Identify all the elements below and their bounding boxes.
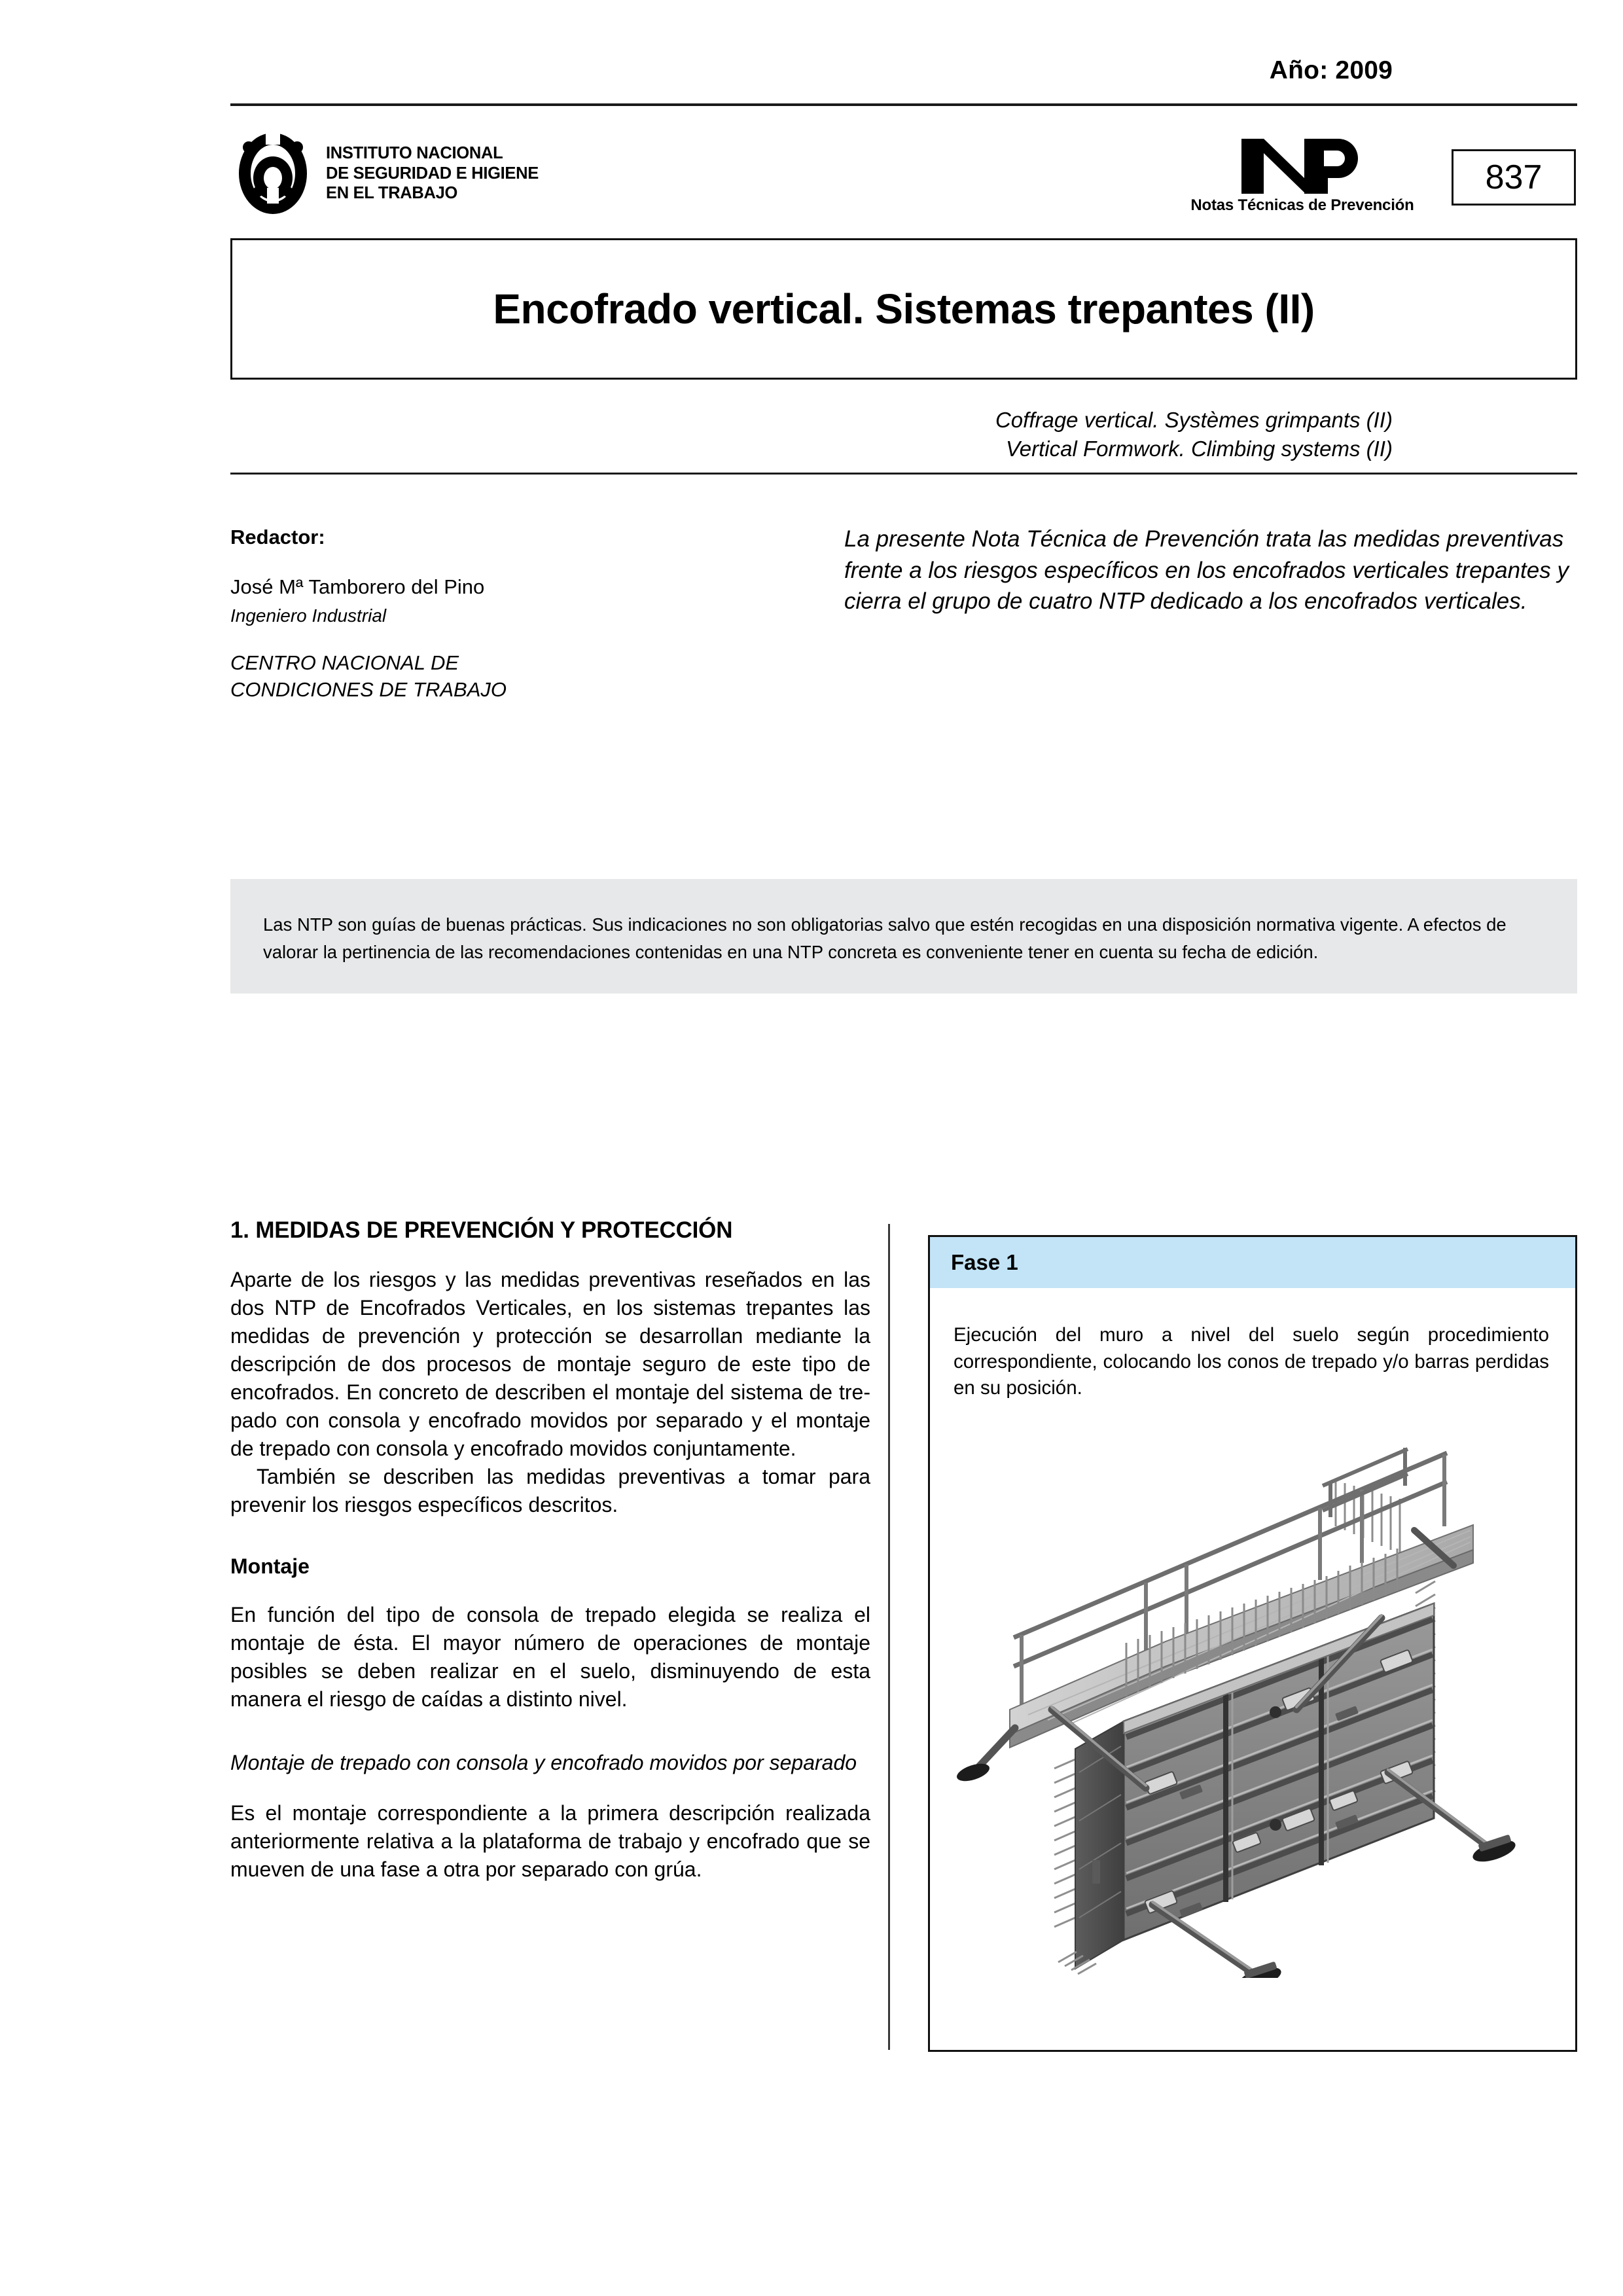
ntp-brand [1178,136,1427,215]
insht-logo [234,128,539,219]
section-heading-1: 1. MEDIDAS DE PREVENCIÓN Y PROTECCIÓN [230,1217,733,1243]
main-left-column [230,1217,870,1884]
org-line-1: CENTRO NACIONAL DE [230,651,459,675]
title-box [230,238,1577,380]
figure-phase-header: Fase 1 [930,1237,1575,1288]
ntp-number-box: 837 [1452,149,1576,206]
body-paragraph-2: También se describen las medidas preventivas a tomar para prevenir los riesgos específicos descritos. [230,1465,870,1517]
figure-box-fase-1 [928,1235,1577,2052]
translated-subtitles [995,406,1393,463]
subtitle-english: Vertical Formwork. Climbing systems (II) [1005,437,1393,461]
subheading-montaje-separado: Montaje de trepado con consola y encofrado movidos por separado [230,1751,857,1775]
subtitle-french: Coffrage vertical. Systèmes grimpants (II) [995,408,1393,432]
body-paragraph-4: Es el montaje correspondiente a la primera descripción realizada anteriormente relativa a la plataforma de trabajo y encofrado que se mueven de una fase a otra por separado con grúa. [230,1801,870,1882]
body-paragraph-1: Aparte de los riesgos y las medidas preventivas reseñados en las dos NTP de Encofrados Verticales, en los sistemas trepantes las medidas de prevención y protección se desarrollan mediante la descripción de dos procesos de montaje seguro de este tipo de encofrados. En concreto de describen el montaje del sistema de trepado con consola y encofrado movidos por separado y el montaje de trepado con consola y encofrado movidos conjuntamente. [230,1268,870,1461]
author-organization [230,650,806,704]
publication-year: Año: 2009 [1269,56,1393,84]
insht-line-1: INSTITUTO NACIONAL [326,144,503,163]
figure-caption: Ejecución del muro a nivel del suelo según procedimiento correspondiente, colocando los conos de trepado y/o barras perdidas en su posición. [954,1324,1549,1399]
ntp-brand-caption: Notas Técnicas de Prevención [1190,196,1414,214]
page-title: Encofrado vertical. Sistemas trepantes (II) [493,285,1315,332]
disclaimer-box: Las NTP son guías de buenas prácticas. Sus indicaciones no son obligatorias salvo que estén recogidas en una disposición normativa vigente. A efectos de valorar la pertinencia de las recomendaciones contenidas en una NTP concreta es conveniente tener en cuenta su fecha de edición. [230,879,1577,994]
insht-line-3: EN EL TRABAJO [326,184,458,203]
column-divider [888,1224,890,2050]
author-label: Redactor: [230,526,325,548]
org-line-2: CONDICIONES DE TRABAJO [230,678,507,702]
ntp-monogram-icon [1178,136,1427,194]
insht-logo-text [326,143,539,204]
author-name: José Mª Tamborero del Pino [230,575,485,598]
author-role: Ingeniero Industrial [230,605,387,626]
author-block [230,524,806,704]
insht-line-2: DE SEGURIDAD E HIGIENE [326,164,539,183]
insht-concentric-rings-icon [234,128,312,219]
climbing-formwork-3d-isometric-illustration [930,1402,1575,1978]
header-bottom-rule [230,473,1577,475]
subheading-montaje: Montaje [230,1554,310,1579]
body-paragraph-3: En función del tipo de consola de trepado elegida se realiza el montaje de ésta. El mayor número de operaciones de montaje posibles se deben realizar en el suelo, disminuyendo de esta manera el riesgo de caídas a distinto nivel. [230,1603,870,1712]
header-top-rule [230,103,1577,106]
abstract-text: La presente Nota Técnica de Prevención trata las medidas preventivas frente a los riesgos específicos en los encofrados verticales trepantes y cierra el grupo de cuatro NTP dedicado a los encofrados verticales. [844,526,1569,615]
